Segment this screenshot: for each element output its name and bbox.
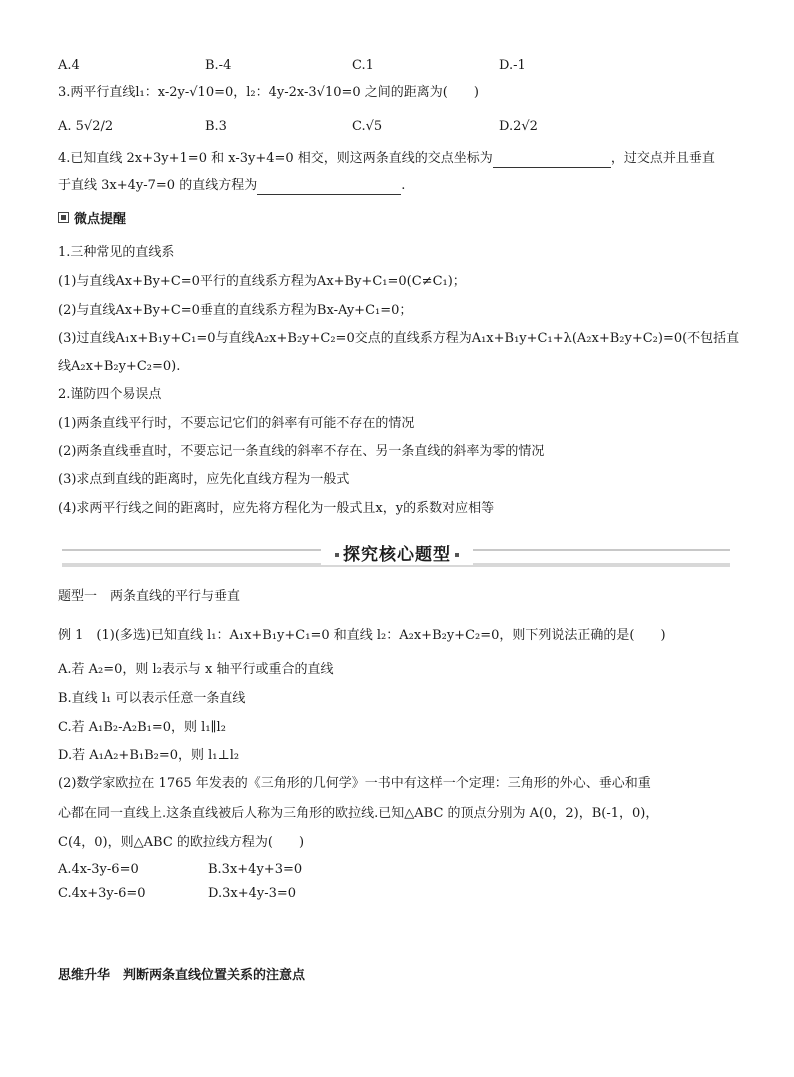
q4-tail: ，过交点并且垂直	[610, 151, 715, 166]
question-4-line-1	[58, 150, 715, 168]
answer-blank[interactable]	[493, 153, 611, 168]
example-1-stem: 例 1 (1)(多选)已知直线 l₁：A₁x+B₁y+C₁=0 和直线 l₂：A₂x+B₂y+C₂=0，则下列说法正确的是( )	[58, 628, 666, 643]
tips-line: (1)与直线Ax+By+C=0平行的直线系方程为Ax+By+C₁=0(C≠C₁)；	[58, 274, 466, 289]
tips-line: 1.三种常见的直线系	[58, 245, 175, 260]
tips-line: (3)过直线A₁x+B₁y+C₁=0与直线A₂x+B₂y+C₂=0交点的直线系方程为A₁x+B₁y+C₁+λ(A₂x+B₂y+C₂)=0(不包括直	[58, 331, 740, 346]
tips-line: (2)与直线Ax+By+C=0垂直的直线系方程为Bx-Ay+C₁=0；	[58, 303, 413, 318]
tips-line: (2)两条直线垂直时，不要忘记一条直线的斜率不存在、另一条直线的斜率为零的情况	[58, 444, 545, 459]
dot-icon	[455, 553, 459, 557]
option-d: D.-1	[499, 58, 526, 73]
option-a: A.4x-3y-6=0	[58, 862, 139, 877]
square-bullet-icon	[58, 212, 69, 223]
section-banner	[0, 540, 794, 565]
tips-line: 线A₂x+B₂y+C₂=0).	[58, 359, 181, 374]
example-1-part-2: C(4，0)，则△ABC 的欧拉线方程为( )	[58, 835, 305, 850]
topic-heading: 题型一 两条直线的平行与垂直	[58, 589, 241, 604]
tips-line: (1)两条直线平行时，不要忘记它们的斜率有可能不存在的情况	[58, 416, 415, 431]
tips-heading-text: 微点提醒	[74, 212, 127, 227]
tips-line: (4)求两平行线之间的距离时，应先将方程化为一般式且x，y的系数对应相等	[58, 501, 495, 516]
dot-icon	[335, 553, 339, 557]
q4-text-2: 于直线 3x+4y-7=0 的直线方程为	[58, 178, 258, 193]
option-d: D.3x+4y-3=0	[208, 886, 297, 901]
prev-question-options	[58, 57, 758, 75]
option-c: C.1	[352, 58, 374, 73]
example-1-part-2-options	[58, 861, 358, 879]
question-4-line-2	[58, 177, 405, 195]
banner-title: 探究核心题型	[343, 545, 451, 565]
tips-line: (3)求点到直线的距离时，应先化直线方程为一般式	[58, 472, 350, 487]
option-a: A. 5√2/2	[58, 119, 114, 134]
example-1-part-2: 心都在同一直线上.这条直线被后人称为三角形的欧拉线.已知△ABC 的顶点分别为 A(0，2)，B(-1，0)，	[58, 806, 659, 821]
example-1-part-2: (2)数学家欧拉在 1765 年发表的《三角形的几何学》一书中有这样一个定理：三角形的外心、垂心和重	[58, 776, 651, 791]
option-b: B.3x+4y+3=0	[208, 862, 303, 877]
q4-text: 4.已知直线 2x+3y+1=0 和 x-3y+4=0 相交，则这两条直线的交点坐标为	[58, 151, 493, 166]
option-b: B.-4	[205, 58, 232, 73]
option-c: C.4x+3y-6=0	[58, 886, 146, 901]
question-3-options	[58, 118, 758, 136]
question-3: 3.两平行直线l₁：x-2y-√10=0，l₂：4y-2x-3√10=0 之间的距离为( )	[58, 85, 479, 100]
example-1-option-a: A.若 A₂=0，则 l₂表示与 x 轴平行或重合的直线	[58, 662, 334, 677]
option-a: A.4	[58, 58, 80, 73]
example-1-option-c: C.若 A₁B₂-A₂B₁=0，则 l₁∥l₂	[58, 720, 226, 735]
tips-line: 2.谨防四个易误点	[58, 387, 162, 402]
answer-blank[interactable]	[257, 180, 401, 195]
option-c: C.√5	[352, 119, 383, 134]
option-b: B.3	[205, 119, 227, 134]
example-1-option-d: D.若 A₁A₂+B₁B₂=0，则 l₁⊥l₂	[58, 748, 240, 763]
q4-tail-2: .	[401, 178, 406, 193]
summary-heading: 思维升华 判断两条直线位置关系的注意点	[58, 968, 306, 983]
option-d: D.2√2	[499, 119, 538, 134]
example-1-part-2-options	[58, 885, 358, 903]
example-1-option-b: B.直线 l₁ 可以表示任意一条直线	[58, 691, 246, 706]
tips-heading	[58, 211, 126, 229]
